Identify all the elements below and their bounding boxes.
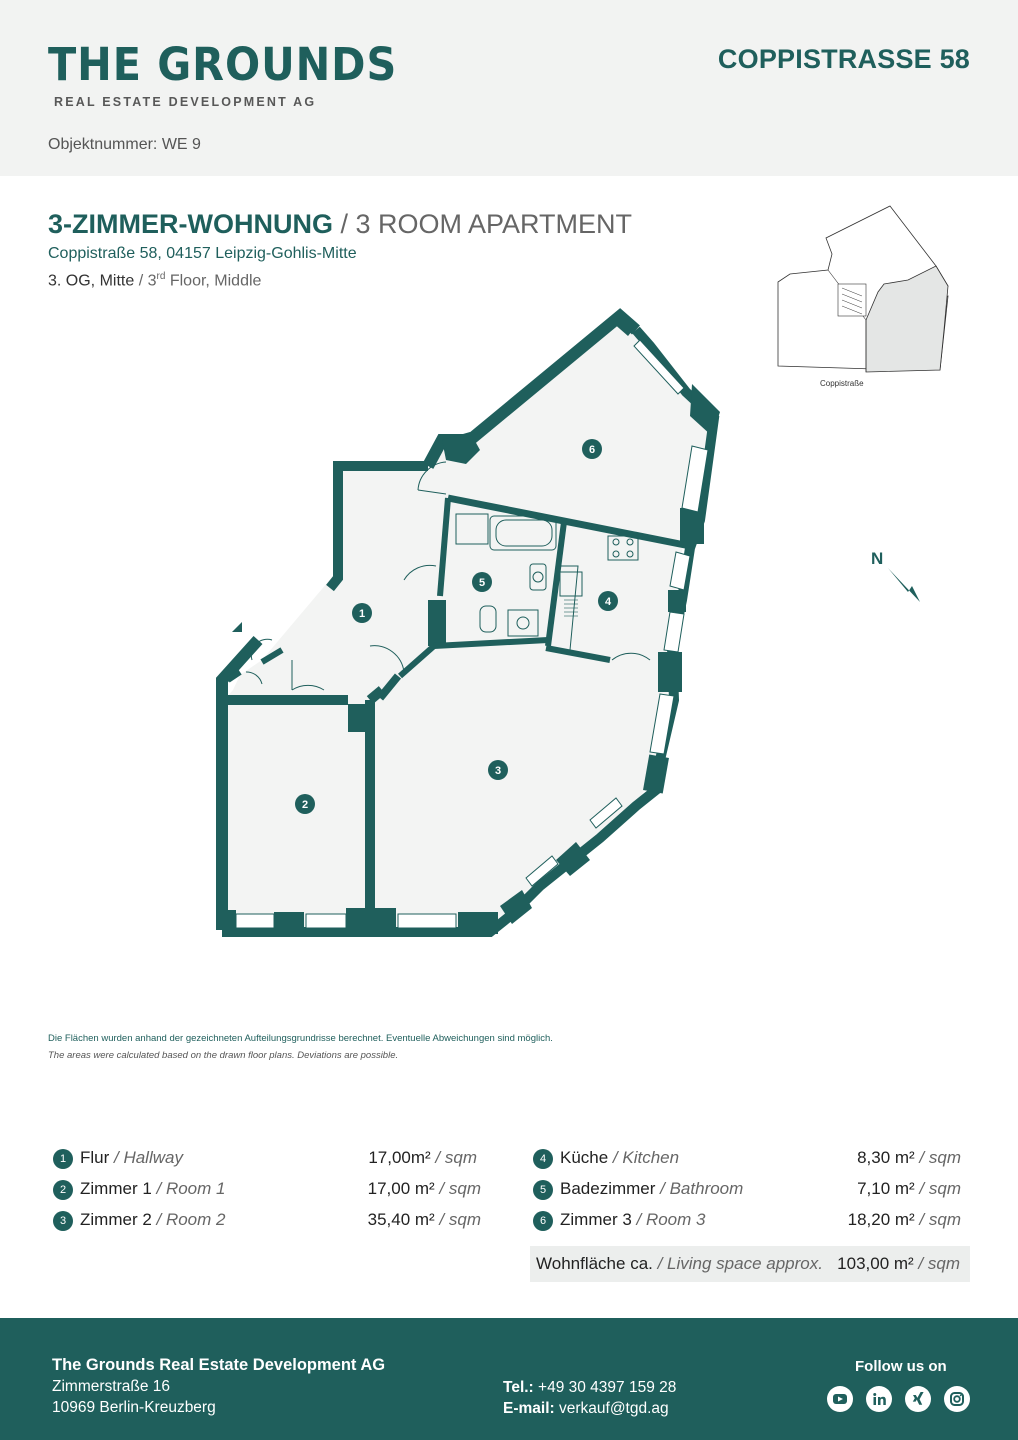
room-name bbox=[560, 1179, 743, 1199]
room-area-value: 18,20 m² bbox=[847, 1210, 915, 1229]
room-name-en: / Bathroom bbox=[655, 1179, 744, 1198]
room-area bbox=[368, 1179, 481, 1199]
north-label: N bbox=[871, 549, 884, 568]
floor-en-post: Floor, Middle bbox=[165, 272, 262, 290]
room-area-unit: / sqm bbox=[914, 1148, 961, 1167]
room-area-unit: / sqm bbox=[914, 1179, 961, 1198]
footer-phone-number: +49 30 4397 159 28 bbox=[533, 1379, 677, 1396]
room-name-de: Badezimmer bbox=[560, 1179, 656, 1198]
room-name bbox=[80, 1210, 225, 1230]
apartment-title-en: / 3 ROOM APARTMENT bbox=[332, 209, 633, 239]
footer-email-address: verkauf@tgd.ag bbox=[554, 1400, 669, 1417]
room-area bbox=[368, 1148, 477, 1168]
footer-email[interactable] bbox=[503, 1400, 669, 1418]
property-address-heading: COPPISTRASSE 58 bbox=[717, 44, 970, 74]
room-area-unit: / sqm bbox=[914, 1210, 961, 1229]
footer-company: The Grounds Real Estate Development AG bbox=[52, 1356, 386, 1374]
room-name-de: Zimmer 2 bbox=[80, 1210, 152, 1229]
room-number-badge: 3 bbox=[53, 1211, 73, 1231]
floor-plan bbox=[200, 300, 740, 950]
instagram-icon[interactable] bbox=[944, 1386, 970, 1412]
room-row bbox=[533, 1179, 961, 1201]
room-area-unit: / sqm bbox=[430, 1148, 477, 1167]
living-space-label-en: / Living space approx. bbox=[652, 1254, 823, 1273]
room-area bbox=[857, 1148, 961, 1168]
room-area-value: 17,00m² bbox=[368, 1148, 431, 1167]
room-area-value: 17,00 m² bbox=[367, 1179, 435, 1198]
area-note-de: Die Flächen wurden anhand der gezeichneten Aufteilungsgrundrisse berechnet. Eventuelle Abweichungen sind möglich. bbox=[48, 1033, 553, 1044]
room-marker-6-label: 6 bbox=[588, 444, 596, 456]
living-space-total bbox=[530, 1246, 970, 1282]
room-name-de: Küche bbox=[560, 1148, 609, 1167]
room-row bbox=[533, 1210, 961, 1232]
room-name bbox=[560, 1210, 705, 1230]
footer-phone[interactable] bbox=[503, 1379, 676, 1397]
apartment-title bbox=[48, 210, 632, 240]
living-space-label bbox=[536, 1254, 823, 1274]
room-marker-4-label: 4 bbox=[604, 596, 612, 608]
room-number-badge: 6 bbox=[533, 1211, 553, 1231]
room-marker-5-label: 5 bbox=[478, 577, 486, 589]
area-note-en: The areas were calculated based on the drawn floor plans. Deviations are possible. bbox=[48, 1050, 399, 1061]
room-number-badge: 1 bbox=[53, 1149, 73, 1169]
room-name bbox=[80, 1148, 183, 1168]
footer-email-label: E-mail: bbox=[503, 1400, 555, 1417]
room-name-de: Zimmer 3 bbox=[560, 1210, 632, 1229]
page-header bbox=[0, 0, 1018, 176]
room-name-en: / Room 1 bbox=[151, 1179, 226, 1198]
living-space-label-de: Wohnfläche ca. bbox=[536, 1254, 653, 1273]
room-area-value: 7,10 m² bbox=[857, 1179, 915, 1198]
room-name bbox=[560, 1148, 679, 1168]
room-number-badge: 5 bbox=[533, 1180, 553, 1200]
floor-de: 3. OG, Mitte bbox=[48, 272, 135, 290]
living-space-value bbox=[837, 1254, 960, 1274]
footer-follow-label: Follow us on bbox=[855, 1358, 947, 1375]
room-area-value: 8,30 m² bbox=[857, 1148, 915, 1167]
apartment-street: Coppistraße 58, 04157 Leipzig-Gohlis-Mitte bbox=[48, 245, 357, 262]
room-area-unit: / sqm bbox=[434, 1210, 481, 1229]
apartment-floor bbox=[48, 271, 261, 290]
footer-phone-label: Tel.: bbox=[503, 1379, 534, 1396]
room-name-de: Zimmer 1 bbox=[80, 1179, 152, 1198]
room-marker-2-label: 2 bbox=[301, 799, 309, 811]
room-marker-1-label: 1 bbox=[358, 608, 366, 620]
room-number-badge: 4 bbox=[533, 1149, 553, 1169]
object-number: Objektnummer: WE 9 bbox=[48, 136, 201, 153]
room-area-value: 35,40 m² bbox=[367, 1210, 435, 1229]
room-row bbox=[53, 1179, 481, 1201]
living-space-unit: / sqm bbox=[913, 1254, 960, 1273]
room-number-badge: 2 bbox=[53, 1180, 73, 1200]
floor-en-sup: rd bbox=[156, 271, 166, 282]
room-name-de: Flur bbox=[80, 1148, 110, 1167]
room-row bbox=[53, 1148, 481, 1170]
room-name-en: / Hallway bbox=[109, 1148, 183, 1167]
company-logo-subtitle: REAL ESTATE DEVELOPMENT AG bbox=[54, 95, 317, 109]
linkedin-icon[interactable] bbox=[866, 1386, 892, 1412]
floor-en-pre: / 3 bbox=[134, 272, 157, 290]
xing-icon[interactable] bbox=[905, 1386, 931, 1412]
room-marker-3-label: 3 bbox=[494, 765, 502, 777]
room-area-unit: / sqm bbox=[434, 1179, 481, 1198]
room-area bbox=[857, 1179, 961, 1199]
page-footer bbox=[0, 1318, 1018, 1440]
room-area bbox=[368, 1210, 481, 1230]
site-plan bbox=[772, 200, 962, 380]
room-row bbox=[533, 1148, 961, 1170]
apartment-title-de: 3-ZIMMER-WOHNUNG bbox=[48, 209, 333, 239]
company-logo: THE GROUNDS bbox=[48, 38, 398, 91]
youtube-icon[interactable] bbox=[827, 1386, 853, 1412]
room-name-en: / Kitchen bbox=[608, 1148, 680, 1167]
room-name bbox=[80, 1179, 225, 1199]
room-area bbox=[848, 1210, 961, 1230]
footer-street: Zimmerstraße 16 bbox=[52, 1378, 170, 1395]
room-row bbox=[53, 1210, 481, 1232]
room-name-en: / Room 3 bbox=[631, 1210, 706, 1229]
living-space-area: 103,00 m² bbox=[837, 1254, 914, 1273]
site-plan-street-label: Coppistraße bbox=[820, 379, 864, 388]
room-name-en: / Room 2 bbox=[151, 1210, 226, 1229]
footer-city: 10969 Berlin-Kreuzberg bbox=[52, 1399, 216, 1416]
